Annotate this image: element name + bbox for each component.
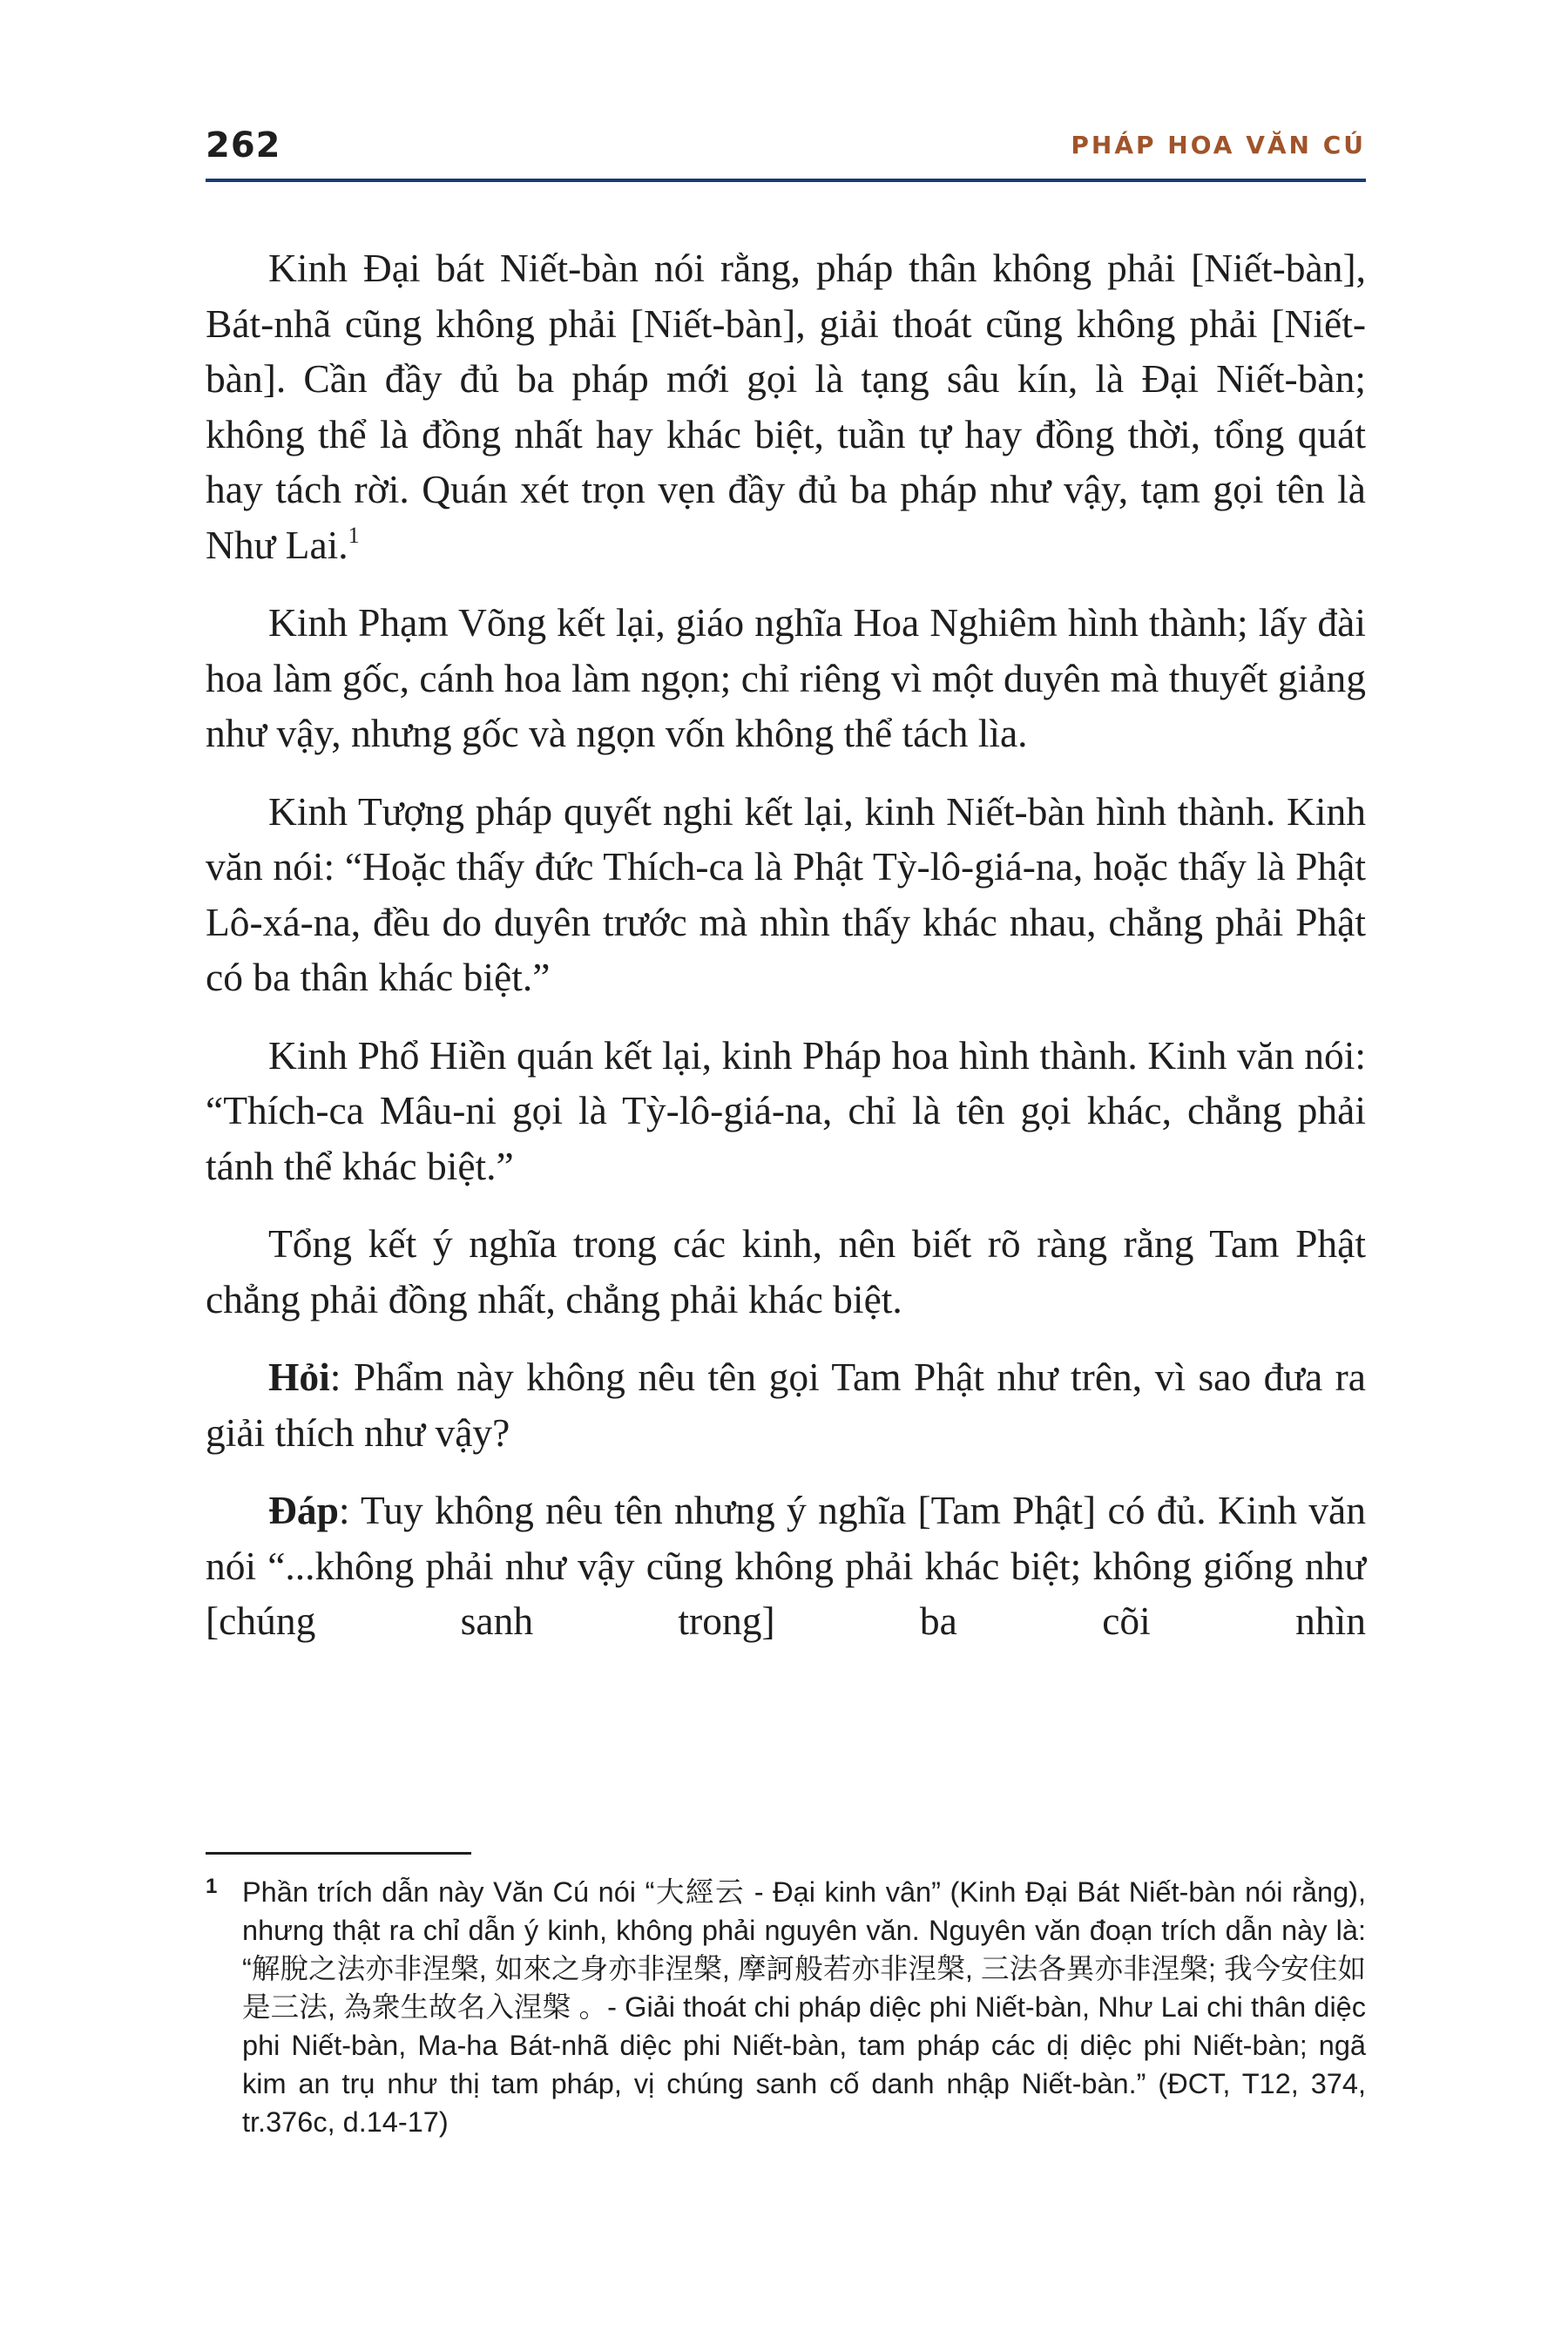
paragraph-4: Kinh Phổ Hiền quán kết lại, kinh Pháp hoa hình thành. Kinh văn nói: “Thích-ca Mâu-ni gọi là Tỳ-lô-giá-na, chỉ là tên gọi khác, chẳng phải tánh thể khác biệt.”	[206, 1032, 1366, 1188]
answer-text: : Tuy không nêu tên nhưng ý nghĩa [Tam Phật] có đủ. Kinh văn nói “...không phải như vậy cũng không phải khác biệt; không giống như [chúng sanh trong] ba cõi nhìn	[206, 1488, 1366, 1643]
footnote	[206, 1873, 1366, 2141]
question-paragraph	[206, 1349, 1366, 1460]
answer-label: Đáp	[268, 1488, 339, 1532]
page-header	[206, 124, 1366, 181]
main-text	[206, 240, 1366, 1649]
running-title: PHÁP HOA VĂN CÚ	[1071, 131, 1366, 159]
header-divider	[206, 179, 1366, 182]
paragraph-5: Tổng kết ý nghĩa trong các kinh, nên biết rõ ràng rằng Tam Phật chẳng phải đồng nhất, chẳng phải khác biệt.	[206, 1221, 1366, 1321]
paragraph-3: Kinh Tượng pháp quyết nghi kết lại, kinh Niết-bàn hình thành. Kinh văn nói: “Hoặc thấy đức Thích-ca là Phật Tỳ-lô-giá-na, hoặc thấy là Phật Lô-xá-na, đều do duyên trước mà nhìn thấy khác nhau, chẳng phải Phật có ba thân khác biệt.”	[206, 788, 1366, 999]
footnote-text: Phần trích dẫn này Văn Cú nói “大經云 - Đại kinh vân” (Kinh Đại Bát Niết-bàn nói rằng), nhưng thật ra chỉ dẫn ý kinh, không phải nguyên văn. Nguyên văn đoạn trích dẫn này là: “解脫之法亦非涅槃, 如來之身亦非涅槃, 摩訶般若亦非涅槃, 三法各異亦非涅槃; 我今安住如是三法, 為衆生故名入涅槃 。- Giải thoát chi pháp diệc phi Niết-bàn, Như Lai chi thân diệc phi Niết-bàn, Ma-ha Bát-nhã diệc phi Niết-bàn, tam pháp các dị diệc phi Niết-bàn; ngã kim an trụ như thị tam pháp, vị chúng sanh cố danh nhập Niết-bàn.” (ĐCT, T12, 374, tr.376c, d.14-17)	[242, 1876, 1366, 2138]
question-label: Hỏi	[268, 1355, 330, 1399]
paragraph-1	[206, 240, 1366, 572]
footnote-reference: 1	[348, 522, 360, 548]
footnote-number: 1	[206, 1875, 218, 1898]
answer-paragraph	[206, 1483, 1366, 1649]
page-number: 262	[206, 125, 281, 166]
footnote-divider	[206, 1852, 471, 1855]
question-text: : Phẩm này không nêu tên gọi Tam Phật như trên, vì sao đưa ra giải thích như vậy?	[206, 1355, 1366, 1455]
paragraph-1-text: Kinh Đại bát Niết-bàn nói rằng, pháp thân không phải [Niết-bàn], Bát-nhã cũng không phải [Niết-bàn], giải thoát cũng không phải [Niết-bàn]. Cần đầy đủ ba pháp mới gọi là tạng sâu kín, là Đại Niết-bàn; không thể là đồng nhất hay khác biệt, tuần tự hay đồng thời, tổng quát hay tách rời. Quán xét trọn vẹn đầy đủ ba pháp như vậy, tạm gọi tên là Như Lai.	[206, 246, 1366, 567]
paragraph-2: Kinh Phạm Võng kết lại, giáo nghĩa Hoa Nghiêm hình thành; lấy đài hoa làm gốc, cánh hoa làm ngọn; chỉ riêng vì một duyên mà thuyết giảng như vậy, nhưng gốc và ngọn vốn không thể tách lìa.	[206, 600, 1366, 755]
